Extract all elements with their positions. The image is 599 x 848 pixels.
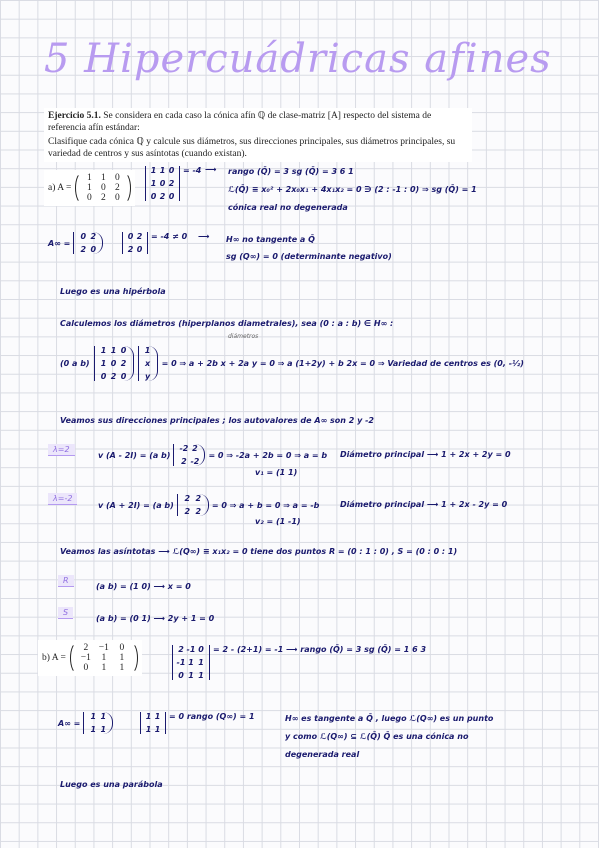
- printed-matrix-b: 2 −1 0 −1 1 1 0 1 1: [80, 643, 125, 673]
- col-vector: 1 x y: [138, 346, 158, 381]
- diameters-line: Calculemos los diámetros (hiperplanos diametrales), sea (0 : a : b) ∈ H∞ :: [60, 319, 394, 328]
- conclusion-b: Luego es una parábola: [60, 780, 163, 789]
- s-badge: S: [58, 607, 73, 619]
- lambda-2-badge: λ=2: [48, 444, 75, 456]
- a-inf-matrix-a: 0 2 2 0: [73, 232, 103, 254]
- principal-directions-line: Veamos sus direcciones principales ; los autovalores de A∞ son 2 y -2: [60, 416, 374, 425]
- det-a: [145, 166, 201, 201]
- conic-type-a: cónica real no degenerada: [228, 203, 348, 212]
- eigenvector-2: v₂ = (1 -1): [255, 517, 301, 526]
- part-a-matrix: [44, 170, 135, 206]
- conclusion-a: Luego es una hipérbola: [60, 287, 166, 296]
- asymptote-r: (a b) = (1 0) ⟶ x = 0: [96, 582, 191, 591]
- lambda-minus-2-badge: λ=-2: [48, 493, 77, 505]
- r-badge: R: [58, 575, 74, 587]
- arrow-icon: ⟶: [205, 165, 217, 174]
- diam-matrix: 1 1 0 1 0 2 0 2 0: [94, 346, 134, 381]
- det-matrix-a: 1 1 0 1 0 2 0 2 0: [145, 166, 180, 201]
- a-inf-matrix-b: 1 1 1 1: [83, 712, 113, 734]
- row-vector: (0 a b): [60, 359, 90, 368]
- det-b: [172, 645, 426, 680]
- det-a-result: = -4: [183, 166, 202, 175]
- part-b-label: b) A =: [42, 653, 66, 663]
- eigenvector-1: v₁ = (1 1): [255, 468, 298, 477]
- principal-diameter-1: Diámetro principal ⟶ 1 + 2x + 2y = 0: [340, 450, 511, 459]
- part-a-label: a) A =: [48, 183, 72, 193]
- tangent-text-1: H∞ es tangente a Q̄ , luego ℒ(Q∞) es un punto: [285, 714, 494, 723]
- det-b-result: = 2 - (2+1) = -1 ⟶ rango (Q̄) = 3 sg (Q̄) = 1 6 3: [213, 645, 427, 654]
- a-inf-a: A∞ = 0 2 2 0: [48, 232, 103, 254]
- a-inf-det-a: 0 2 2 0 = -4 ≠ 0: [122, 232, 187, 254]
- tangent-text-3: degenerada real: [285, 750, 360, 759]
- asymptotes-line: Veamos las asíntotas ⟶ ℒ(Q∞) ≡ x₁x₂ = 0 tiene dos puntos R = (0 : 1 : 0) , S = (0 : 0 : 1): [60, 547, 458, 556]
- printed-matrix-a: 1 1 0 1 0 2 0 2 0: [86, 173, 120, 203]
- lambda-2-computation: v (A - 2I) = (a b) -2 2 2 -2 = 0 ⇒ -2a + 2b = 0 ⇒ a = b: [98, 444, 328, 466]
- equation-line-a: ℒ(Q̄) ≡ x₀² + 2x₀x₁ + 4x₁x₂ = 0 ∋ (2 : -1 : 0) ⇒ sg (Q̄) = 1: [228, 185, 477, 194]
- diametros-note: diámetros: [228, 333, 259, 340]
- exercise-label: Ejercicio 5.1.: [48, 111, 101, 121]
- arrow-icon: ⟶: [198, 232, 210, 241]
- a-inf-b: A∞ = 1 1 1 1: [58, 712, 113, 734]
- diameter-computation: [60, 346, 524, 381]
- page-title: 5 Hipercuádricas afines: [44, 36, 552, 82]
- exercise-intro: Se considera en cada caso la cónica afín ℚ de clase-matriz [A] respecto del sistema de referencia afín estándar:: [48, 111, 432, 133]
- det-matrix-b: 2 -1 0 -1 1 1 0 1 1: [172, 645, 210, 680]
- tangent-text-2: y como ℒ(Q∞) ⊆ ℒ(Q̄) Q̄ es una cónica no: [285, 732, 469, 741]
- principal-diameter-2: Diámetro principal ⟶ 1 + 2x - 2y = 0: [340, 500, 508, 509]
- diameter-equation: = 0 ⇒ a + 2b x + 2a y = 0 ⇒ a (1+2y) + b 2x = 0 ⇒ Variedad de centros es (0, -½): [161, 359, 524, 368]
- exercise-task: Clasifique cada cónica ℚ y calcule sus diámetros, sus direcciones principales, sus diámetros principales, su variedad de centros y sus asíntotas (cuando existan).: [44, 134, 472, 162]
- rank-line-a: rango (Q̄) = 3 sg (Q̄) = 3 6 1: [228, 167, 354, 176]
- a-inf-det-b: 1 1 1 1 = 0 rango (Q∞) = 1: [140, 712, 255, 734]
- part-b-matrix: [38, 640, 142, 676]
- sg-line-a: sg (Q∞) = 0 (determinante negativo): [226, 252, 392, 261]
- lambda-minus-2-computation: v (A + 2I) = (a b) 2 2 2 2 = 0 ⇒ a + b = 0 ⇒ a = -b: [98, 494, 320, 516]
- exercise-statement: [44, 108, 472, 136]
- asymptote-s: (a b) = (0 1) ⟶ 2y + 1 = 0: [96, 614, 215, 623]
- h-inf-line-a: H∞ no tangente a Q̄: [226, 235, 315, 244]
